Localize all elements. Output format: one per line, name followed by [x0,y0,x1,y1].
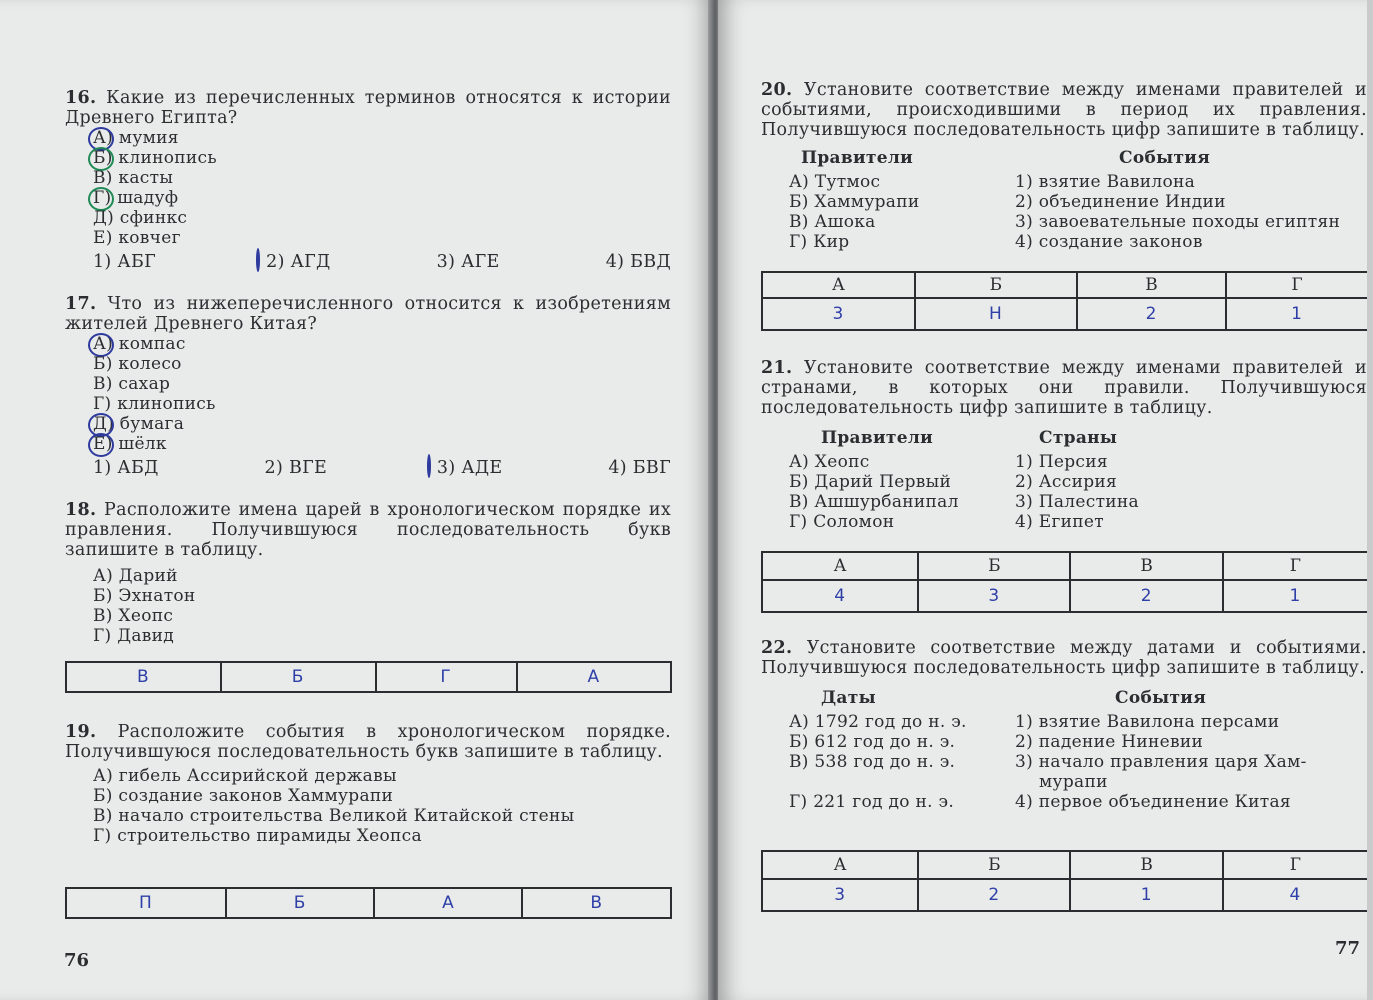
selected-mark [427,454,431,478]
q17-option-a[interactable]: А) компас [93,334,671,354]
q20-ruler-a: А) Тутмос [789,172,881,192]
right-edge [1367,0,1373,1000]
q22-date-c: В) 538 год до н. э. [789,752,956,772]
q22-event-2: 2) падение Ниневии [1015,732,1204,752]
q22-date-b: Б) 612 год до н. э. [789,732,956,752]
q20-events-column [1015,148,1367,252]
q20-event-4: 4) создание законов [1015,232,1203,252]
q19-number: 19. [65,722,97,742]
q20-head-a: А [762,272,915,298]
q18-item-b: Б) Эхнатон [93,586,196,606]
question-21 [761,358,1367,532]
q22-date-d: Г) 221 год до н. э. [789,792,955,812]
q21-cell-c[interactable]: 2 [1070,580,1222,612]
q22-cell-a[interactable]: 3 [762,879,918,911]
q19-item-b: Б) создание законов Хаммурапи [93,786,394,806]
q16-answers [93,252,671,272]
q22-cell-c[interactable]: 1 [1070,879,1222,911]
q21-country-2: 2) Ассирия [1015,472,1118,492]
q22-head-d: Г [1223,851,1368,879]
q17-answers [93,458,671,478]
q19-cell-1[interactable]: П [66,888,226,918]
q19-cell-4[interactable]: В [522,888,671,918]
q21-ruler-d: Г) Соломон [789,512,895,532]
q16-answer-4[interactable]: 4) БВД [605,252,671,272]
q20-cell-c[interactable]: 2 [1077,298,1226,330]
q22-head-b: Б [918,851,1070,879]
answer-mark [88,433,114,457]
q18-cell-3[interactable]: Г [376,662,517,692]
q18-item-d: Г) Давид [93,626,175,646]
q18-number: 18. [65,500,97,520]
q17-option-d[interactable]: Г) клинопись [93,394,216,414]
q17-option-c[interactable]: В) сахар [93,374,171,394]
q21-ruler-c: В) Ашшурбанипал [789,492,959,512]
q18-cell-2[interactable]: Б [221,662,376,692]
q21-head-a: А [762,552,918,580]
question-22 [761,638,1367,812]
q16-option-a[interactable]: А) мумия [93,128,671,148]
q22-event-3: 3) начало правления царя Хам- [1015,752,1307,772]
q21-cell-a[interactable]: 4 [762,580,918,612]
question-17 [65,294,671,478]
q19-item-c: В) начало строительства Великой Китайской стены [93,806,575,826]
q20-ruler-d: Г) Кир [789,232,850,252]
q20-rulers-column [789,148,1015,252]
q20-answer-table [761,271,1369,331]
q21-head-b: Б [918,552,1070,580]
q17-option-b[interactable]: Б) колесо [93,354,182,374]
q21-country-3: 3) Палестина [1015,492,1139,512]
q16-option-f[interactable]: Е) ковчег [93,228,181,248]
q22-event-4: 4) первое объединение Китая [1015,792,1291,812]
q16-answer-1[interactable]: 1) АБГ [93,252,157,272]
page-number-left: 76 [64,950,90,971]
q22-col2-title: События [1115,688,1207,708]
q16-option-d[interactable]: Г) шадуф [93,188,671,208]
q22-number: 22. [761,638,793,658]
q20-cell-d[interactable]: 1 [1226,298,1368,330]
q20-head-d: Г [1226,272,1368,298]
q20-cell-a[interactable]: 3 [762,298,915,330]
q17-answer-2[interactable]: 2) ВГЕ [264,458,328,478]
q19-item-a: А) гибель Ассирийской державы [93,766,397,786]
q20-number: 20. [761,80,793,100]
q21-head-d: Г [1223,552,1368,580]
q18-cell-4[interactable]: А [517,662,671,692]
q20-head-b: Б [915,272,1077,298]
q17-text: Что из нижеперечисленного относится к изобретениям жителей Древнего Китая? [65,294,671,334]
q22-event-1: 1) взятие Вавилона персами [1015,712,1280,732]
q20-cell-b[interactable]: Н [915,298,1077,330]
q18-text: Расположите имена царей в хронологическом порядке их правления. Получившуюся последовательность букв запишите в таблицу. [65,500,671,560]
q21-country-1: 1) Персия [1015,452,1108,472]
q20-text: Установите соответствие между именами правителей и событиями, происходившими в период их правления. Получившуюся последовательность цифр запишите в таблицу. [761,80,1367,140]
q18-item-a: А) Дарий [93,566,178,586]
q21-rulers-column [789,428,1015,532]
right-page [718,0,1373,1000]
q16-option-b[interactable]: Б) клинопись [93,148,671,168]
q20-event-3: 3) завоевательные походы египтян [1015,212,1341,232]
q20-head-c: В [1077,272,1226,298]
question-20 [761,80,1367,252]
q17-answer-3[interactable]: 3) АДЕ [433,458,503,478]
page-number-right: 77 [1335,938,1361,959]
q18-answer-table [65,661,672,693]
q21-answer-table [761,551,1369,613]
q22-answer-table [761,850,1369,912]
q22-cell-b[interactable]: 2 [918,879,1070,911]
question-19 [65,722,671,846]
q16-text: Какие из перечисленных терминов относятся к истории Древнего Египта? [65,88,671,128]
q17-number: 17. [65,294,97,314]
q16-answer-2[interactable]: 2) АГД [262,252,330,272]
q18-item-c: В) Хеопс [93,606,174,626]
q21-text: Установите соответствие между именами правителей и странами, в которых они правили. Получившуюся последовательность цифр запишите в таблицу. [761,358,1367,418]
q21-countries-column [1015,428,1367,532]
q19-text: Расположите события в хронологическом порядке. Получившуюся последовательность букв запишите в таблицу. [65,722,671,762]
q19-cell-3[interactable]: А [374,888,522,918]
q21-head-c: В [1070,552,1222,580]
q17-option-f[interactable]: Е) шёлк [93,434,671,454]
question-16 [65,88,671,272]
q18-cell-1[interactable]: В [66,662,221,692]
selected-mark [256,248,260,272]
q20-ruler-b: Б) Хаммурапи [789,192,920,212]
q22-event-3-cont: мурапи [1039,772,1108,792]
q22-events-column [1015,688,1367,812]
q22-head-c: В [1070,851,1222,879]
q22-date-a: А) 1792 год до н. э. [789,712,967,732]
q21-ruler-a: А) Хеопс [789,452,870,472]
q21-col1-title: Правители [821,428,934,448]
q17-answer-4[interactable]: 4) БВГ [608,458,671,478]
q17-answer-1[interactable]: 1) АБД [93,458,159,478]
q19-cell-2[interactable]: Б [226,888,374,918]
q21-number: 21. [761,358,793,378]
q22-dates-column [789,688,1015,812]
q16-answer-3[interactable]: 3) АГЕ [436,252,500,272]
q21-cell-b[interactable]: 3 [918,580,1070,612]
q20-col1-title: Правители [801,148,914,168]
q16-number: 16. [65,88,97,108]
q22-head-a: А [762,851,918,879]
q22-col1-title: Даты [821,688,876,708]
question-18 [65,500,671,646]
q16-option-e[interactable]: Д) сфинкс [93,208,188,228]
q20-event-1: 1) взятие Вавилона [1015,172,1196,192]
q20-ruler-c: В) Ашока [789,212,876,232]
q19-item-d: Г) строительство пирамиды Хеопса [93,826,422,846]
q21-ruler-b: Б) Дарий Первый [789,472,952,492]
q22-cell-d[interactable]: 4 [1223,879,1368,911]
q21-cell-d[interactable]: 1 [1223,580,1368,612]
q19-answer-table [65,887,672,919]
q20-col2-title: События [1119,148,1211,168]
q17-option-e[interactable]: Д) бумага [93,414,671,434]
q16-option-c[interactable]: В) касты [93,168,174,188]
q21-country-4: 4) Египет [1015,512,1104,532]
q20-event-2: 2) объединение Индии [1015,192,1226,212]
q22-text: Установите соответствие между датами и событиями. Получившуюся последовательность цифр запишите в таблицу. [761,638,1367,678]
q21-col2-title: Страны [1039,428,1118,448]
q22-spacer [789,772,1015,792]
